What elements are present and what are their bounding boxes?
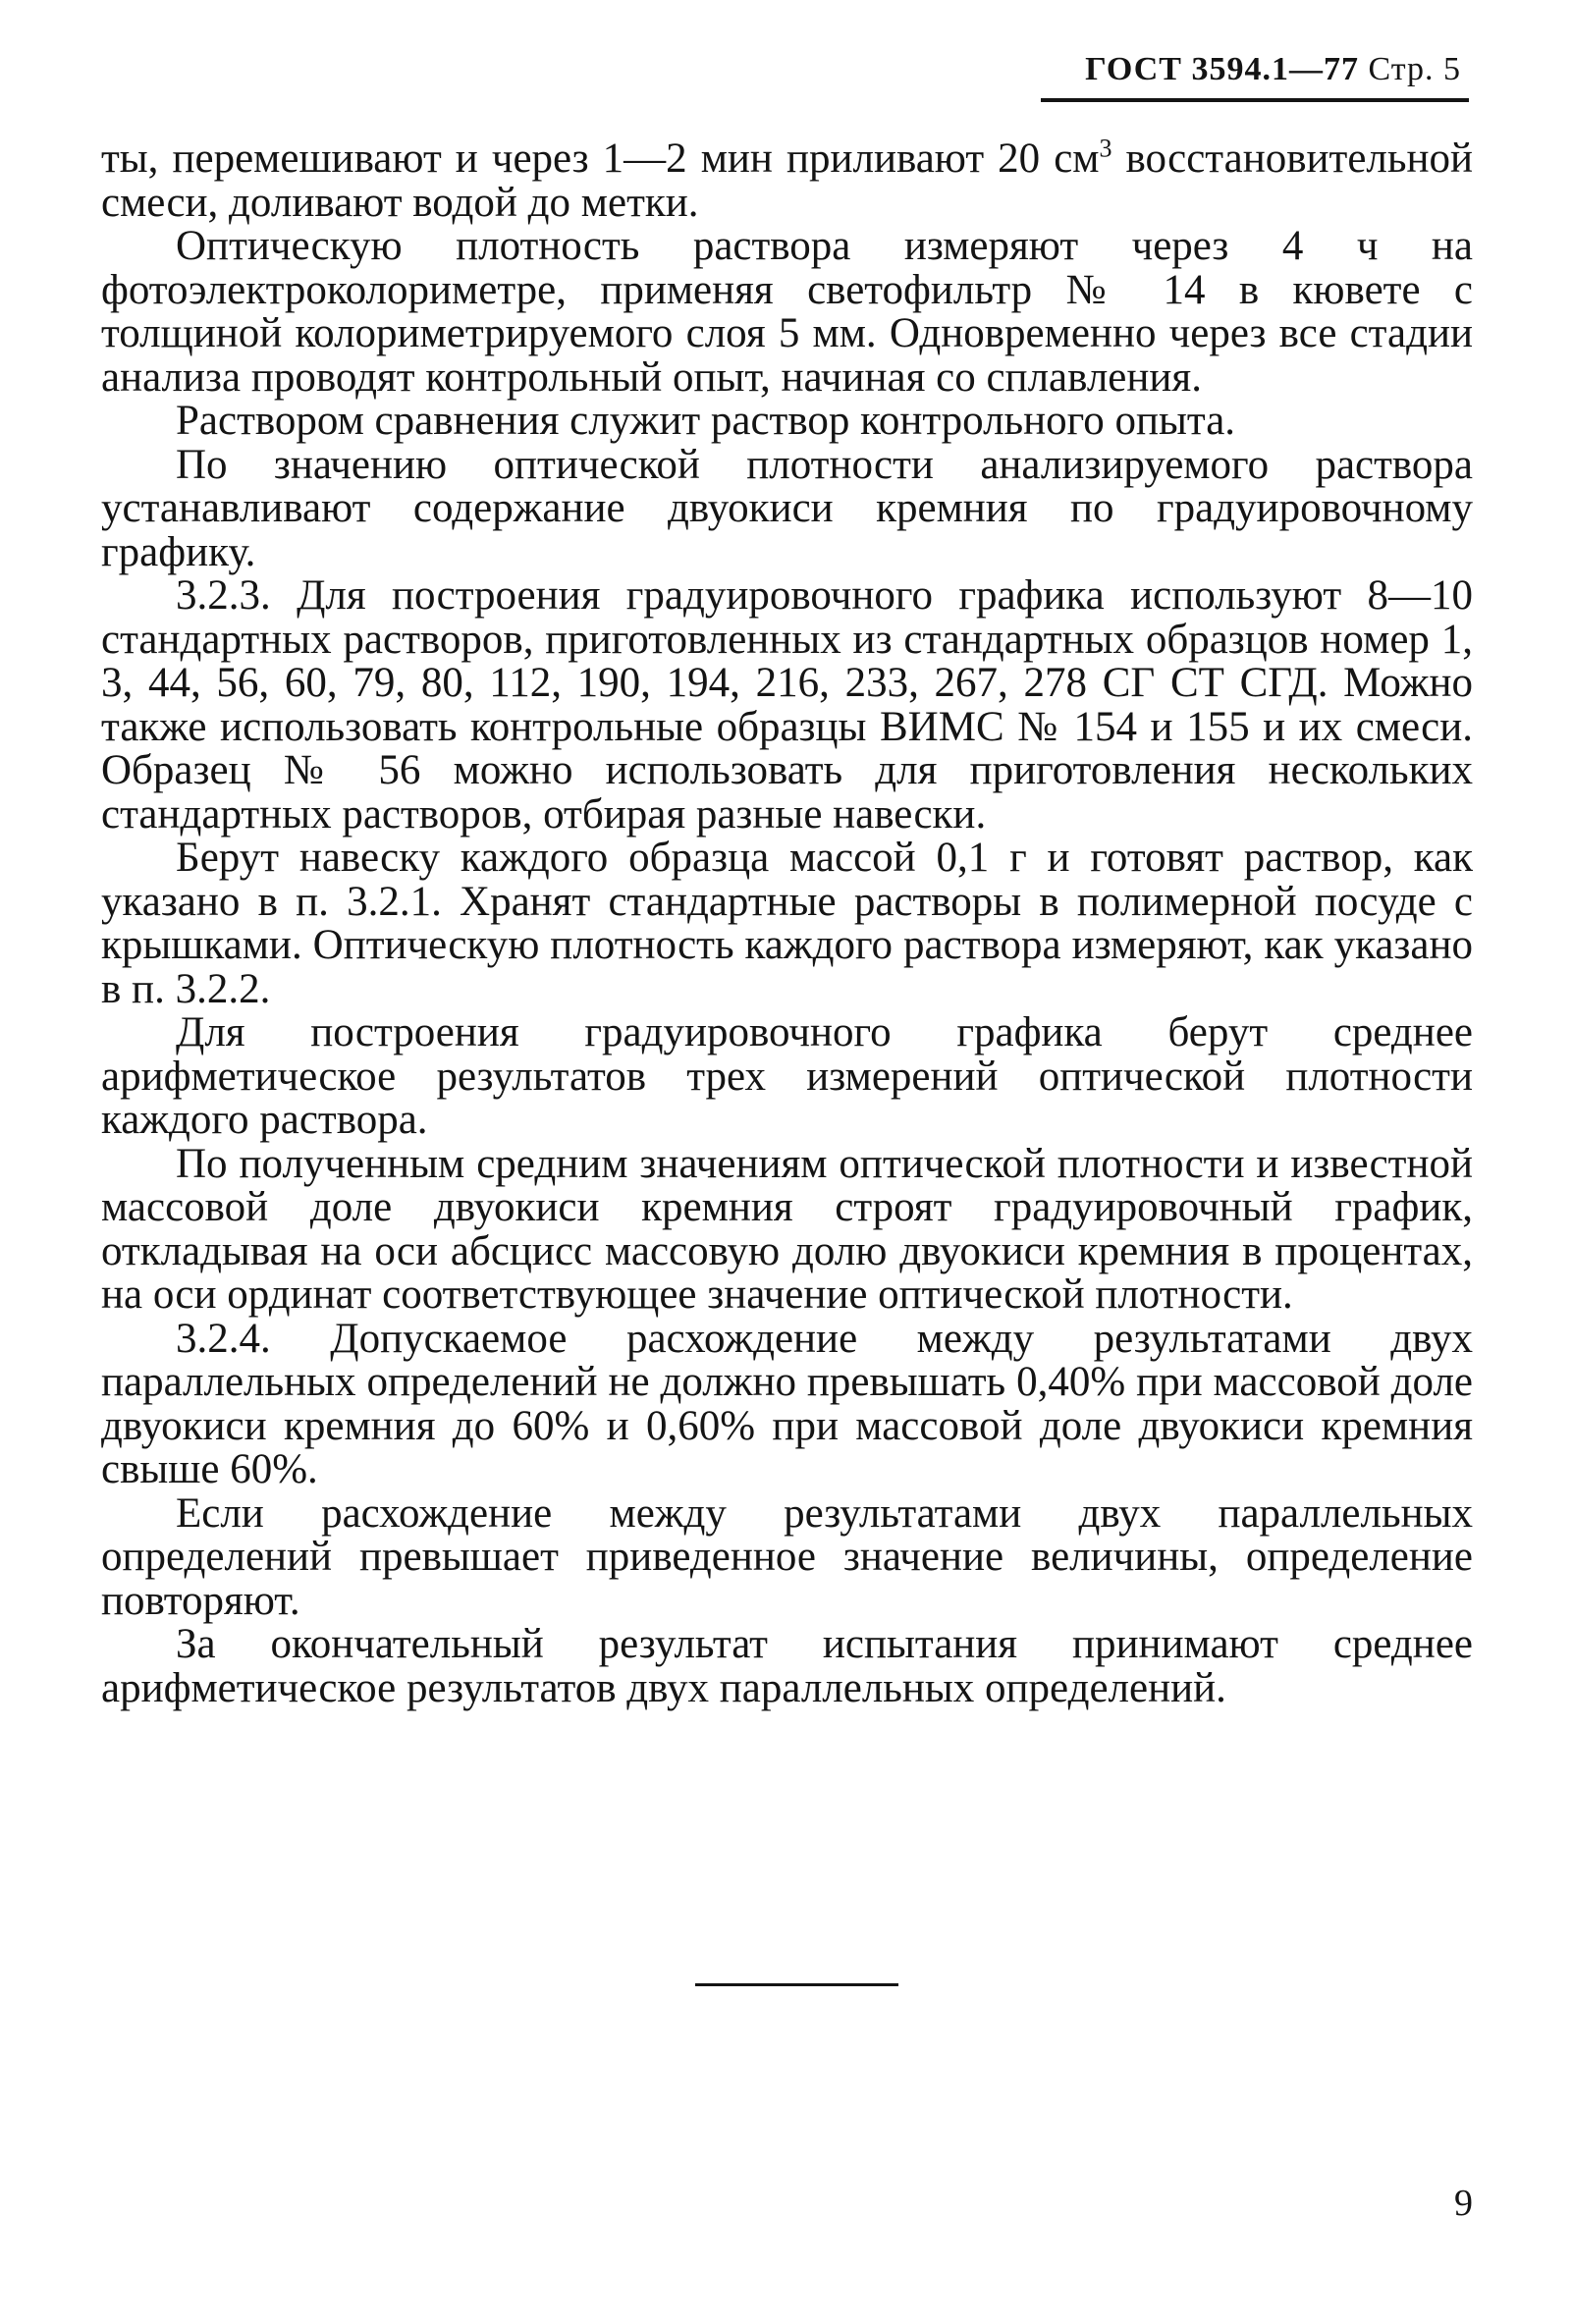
paragraph: Оптическую плотность раствора измеряют через 4 ч на фотоэлектроколориметре, применяя светофильтр № 14 в кювете с толщиной колориметрируемого слоя 5 мм. Одновременно через все стадии анализа проводят контрольный опыт, начиная со сплавления. <box>101 223 1473 401</box>
body-text <box>101 134 1474 1711</box>
page-number: 9 <box>1454 2183 1473 2224</box>
page-label: Стр. 5 <box>1368 51 1461 87</box>
section-end-rule <box>695 1983 898 1986</box>
paragraph: За окончательный результат испытания принимают среднее арифметическое результатов двух параллельных определений. <box>101 1621 1473 1711</box>
document-id: ГОСТ 3594.1—77 <box>1085 51 1359 87</box>
paragraph: По полученным средним значениям оптической плотности и известной массовой доле двуокиси кремния строят градуировочный график, откладывая на оси абсцисс массовую долю двуокиси кремния в процентах, на оси ординат соответствующее значение оптической плотности. <box>101 1140 1473 1318</box>
paragraph-3-2-4: 3.2.4. Допускаемое расхождение между результатами двух параллельных определений не должно превышать 0,40% при массовой доле двуокиси кремния до 60% и 0,60% при массовой доле двуокиси кремния свыше 60%. <box>101 1315 1473 1492</box>
superscript: 3 <box>1099 134 1112 163</box>
header-rule <box>1041 98 1469 102</box>
paragraph: По значению оптической плотности анализируемого раствора устанавливают содержание двуокиси кремния по градуировочному графику. <box>101 441 1473 575</box>
paragraph-text: ты, перемешивают и через 1—2 мин приливают 20 см <box>101 135 1100 182</box>
paragraph: Раствором сравнения служит раствор контрольного опыта. <box>176 398 1236 444</box>
paragraph: Если расхождение между результатами двух параллельных определений превышает приведенное значение величины, определение повторяют. <box>101 1489 1473 1624</box>
paragraph: Для построения градуировочного графика берут среднее арифметическое результатов трех измерений оптической плотности каждого раствора. <box>101 1009 1473 1143</box>
paragraph-3-2-3: 3.2.3. Для построения градуировочного графика используют 8—10 стандартных растворов, приготовленных из стандартных образцов номер 1, 3, 44, 56, 60, 79, 80, 112, 190, 194, 216, 233, 267, 278 СГ СТ СГД. Можно также использовать контрольные образцы ВИМС № 154 и 155 и их смеси. Образец № 56 можно использовать для приготовления нескольких стандартных растворов, отбирая разные навески. <box>101 572 1473 838</box>
paragraph-text: восстановительной смеси, доливают водой до метки. <box>101 135 1474 226</box>
paragraph: Берут навеску каждого образца массой 0,1 г и готовят раствор, как указано в п. 3.2.1. Хранят стандартные растворы в полимерной посуде с крышками. Оптическую плотность каждого раствора измеряют, как указано в п. 3.2.2. <box>101 835 1473 1012</box>
running-header <box>1049 51 1461 88</box>
paragraph-continuation <box>101 134 1474 226</box>
